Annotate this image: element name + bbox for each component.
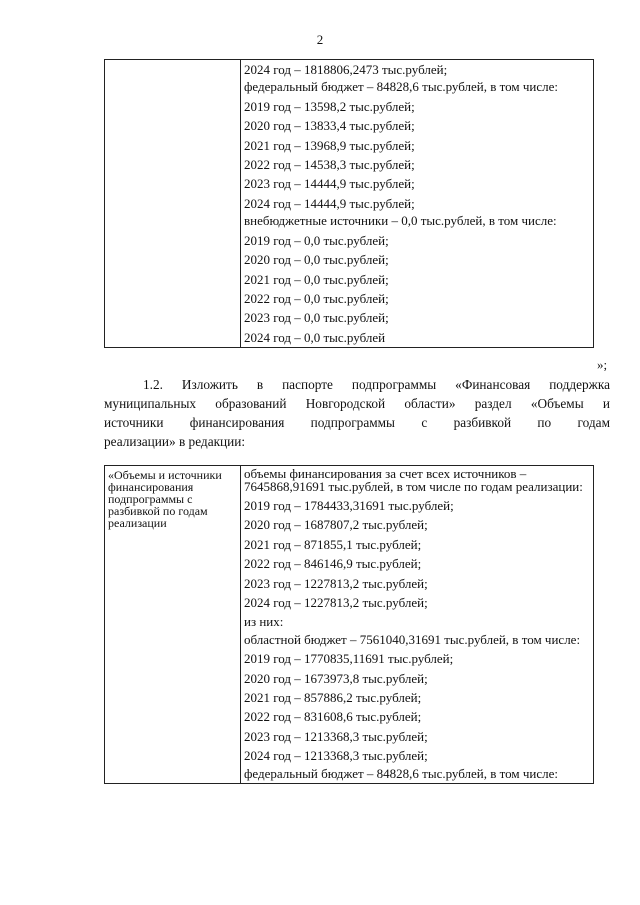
table1-line: 2021 год – 0,0 тыс.рублей; bbox=[244, 271, 389, 287]
budget-table-continuation bbox=[104, 59, 594, 348]
table2-line: 2024 год – 1213368,3 тыс.рублей; bbox=[244, 748, 428, 764]
table1-line: 2023 год – 0,0 тыс.рублей; bbox=[244, 310, 389, 326]
table1-line: 2024 год – 14444,9 тыс.рублей; bbox=[244, 195, 415, 211]
table2-line: 2023 год – 1213368,3 тыс.рублей; bbox=[244, 728, 428, 744]
table2-line: 2021 год – 857886,2 тыс.рублей; bbox=[244, 690, 422, 706]
table2-line: 2021 год – 871855,1 тыс.рублей; bbox=[244, 536, 422, 552]
table2-line: 2019 год – 1770835,11691 тыс.рублей; bbox=[244, 651, 454, 667]
paragraph-line: источники финансирования подпрограммы с разбивкой по годам bbox=[104, 415, 610, 430]
table1-line: внебюджетные источники – 0,0 тыс.рублей, в том числе: bbox=[244, 213, 557, 229]
table1-right-cell bbox=[241, 60, 594, 348]
page-number: 2 bbox=[316, 32, 324, 47]
table1-line: 2020 год – 13833,4 тыс.рублей; bbox=[244, 118, 415, 134]
closing-quote: »; bbox=[597, 357, 608, 372]
table2-line: 2020 год – 1687807,2 тыс.рублей; bbox=[244, 517, 428, 533]
paragraph-line: 1.2. Изложить в паспорте подпрограммы «Финансовая поддержка bbox=[143, 377, 610, 392]
table2-line: 2022 год – 831608,6 тыс.рублей; bbox=[244, 709, 422, 725]
table1-line: 2022 год – 14538,3 тыс.рублей; bbox=[244, 157, 415, 173]
budget-table-subprogram bbox=[104, 465, 594, 784]
table1-line: 2024 год – 0,0 тыс.рублей bbox=[244, 329, 386, 345]
table1-line: 2019 год – 0,0 тыс.рублей; bbox=[244, 232, 389, 248]
table1-line: 2019 год – 13598,2 тыс.рублей; bbox=[244, 98, 415, 114]
table1-line: 2020 год – 0,0 тыс.рублей; bbox=[244, 252, 389, 268]
table2-line: 2022 год – 846146,9 тыс.рублей; bbox=[244, 556, 422, 572]
table2-line: федеральный бюджет – 84828,6 тыс.рублей, в том числе: bbox=[244, 765, 559, 781]
table2-line: 2020 год – 1673973,8 тыс.рублей; bbox=[244, 670, 428, 686]
table1-line: 2024 год – 1818806,2473 тыс.рублей; bbox=[244, 62, 448, 77]
table2-line: из них: bbox=[244, 614, 284, 630]
table1-line: 2022 год – 0,0 тыс.рублей; bbox=[244, 290, 389, 306]
table1-line: 2021 год – 13968,9 тыс.рублей; bbox=[244, 137, 415, 153]
table2-line: областной бюджет – 7561040,31691 тыс.рублей, в том числе: bbox=[244, 631, 581, 647]
table2-left-cell: «Объемы и источники финансирования подпрограммы с разбивкой по годам реализации bbox=[105, 466, 241, 784]
table1-line: федеральный бюджет – 84828,6 тыс.рублей, в том числе: bbox=[244, 79, 559, 95]
table2-line: 2023 год – 1227813,2 тыс.рублей; bbox=[244, 575, 428, 591]
table1-left-cell bbox=[105, 60, 241, 348]
table2-line: объемы финансирования за счет всех источников – 7645868,91691 тыс.рублей, в том числе по годам реализации: bbox=[244, 466, 583, 494]
paragraph-line: реализации» в редакции: bbox=[104, 434, 246, 449]
paragraph-line: муниципальных образований Новгородской области» раздел «Объемы и bbox=[104, 396, 610, 411]
table2-right-cell bbox=[241, 466, 594, 784]
table2-line: 2024 год – 1227813,2 тыс.рублей; bbox=[244, 594, 428, 610]
table1-line: 2023 год – 14444,9 тыс.рублей; bbox=[244, 176, 415, 192]
table2-line: 2019 год – 1784433,31691 тыс.рублей; bbox=[244, 498, 454, 513]
